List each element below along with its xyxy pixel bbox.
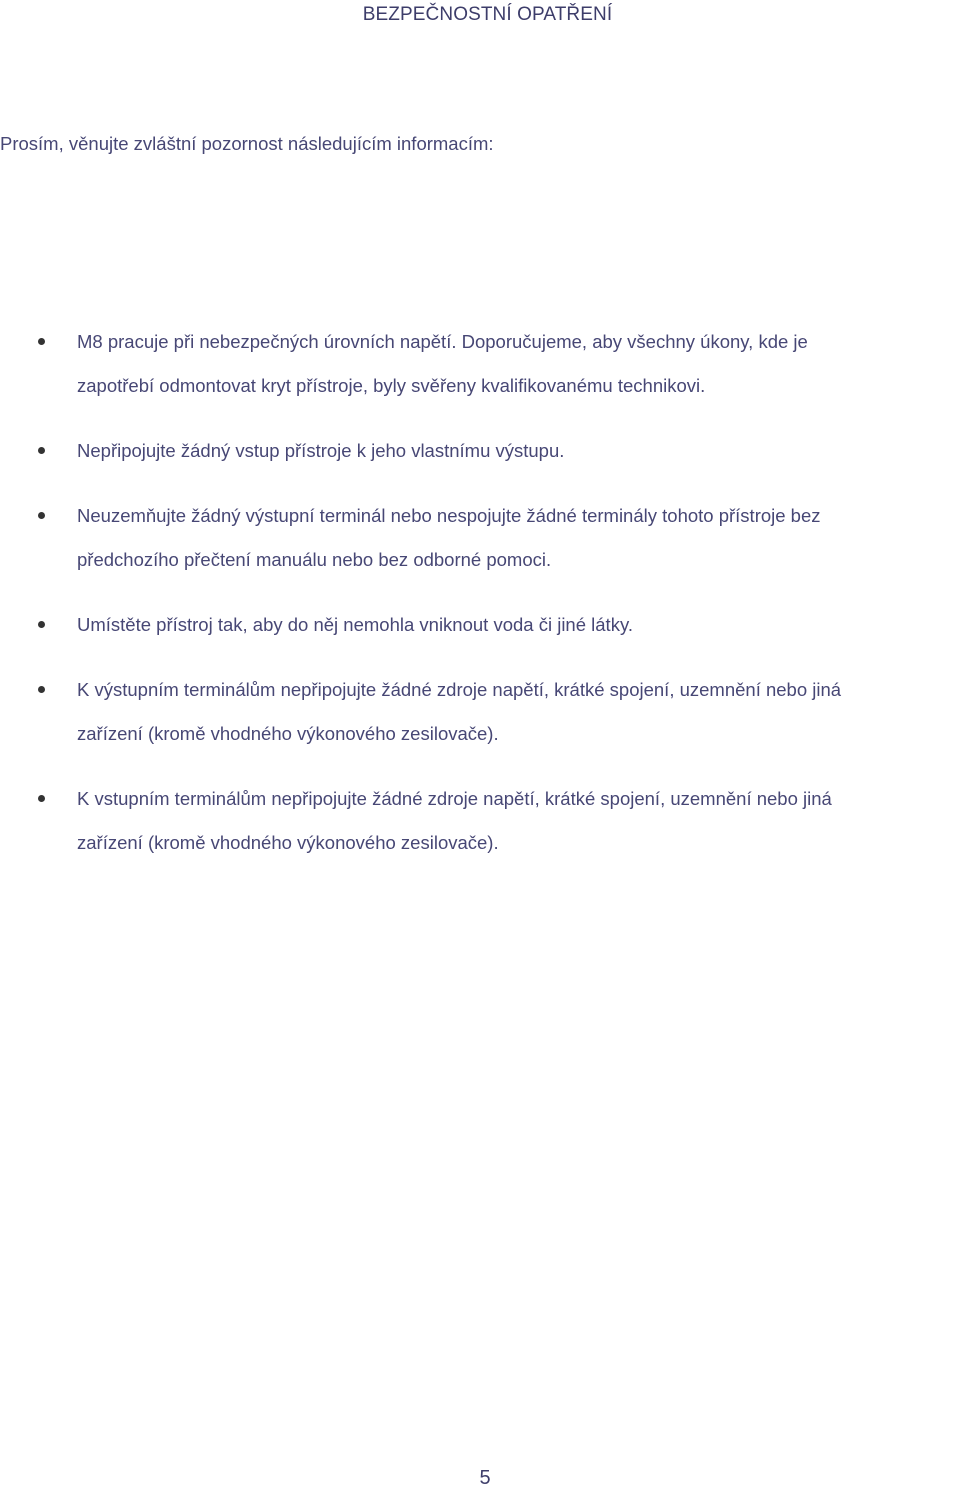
bullet-icon xyxy=(38,686,45,693)
bullet-icon xyxy=(38,621,45,628)
list-item xyxy=(0,494,960,582)
list-item xyxy=(0,777,960,865)
bullet-icon xyxy=(38,512,45,519)
list-item-line: Nepřipojujte žádný vstup přístroje k jeho vlastnímu výstupu. xyxy=(77,440,565,461)
list-item-line: zařízení (kromě vhodného výkonového zesilovače). xyxy=(77,832,499,853)
list-item-line: zapotřebí odmontovat kryt přístroje, byly svěřeny kvalifikovanému technikovi. xyxy=(77,375,706,396)
bullet-icon xyxy=(38,795,45,802)
intro-text: Prosím, věnujte zvláštní pozornost následujícím informacím: xyxy=(0,133,494,154)
list-item-line: předchozího přečtení manuálu nebo bez odborné pomoci. xyxy=(77,549,552,570)
list-item-line: Umístěte přístroj tak, aby do něj nemohla vniknout voda či jiné látky. xyxy=(77,614,633,635)
list-item-line: M8 pracuje při nebezpečných úrovních napětí. Doporučujeme, aby všechny úkony, kde je xyxy=(77,331,808,352)
page-number: 5 xyxy=(479,1467,491,1489)
list-item-line: zařízení (kromě vhodného výkonového zesilovače). xyxy=(77,723,499,744)
bullet-icon xyxy=(38,447,45,454)
page-title: BEZPEČNOSTNÍ OPATŘENÍ xyxy=(362,4,613,25)
list-item-line: K výstupním terminálům nepřipojujte žádné zdroje napětí, krátké spojení, uzemnění nebo jiná xyxy=(77,679,842,700)
list-item xyxy=(0,320,960,408)
list-item xyxy=(0,603,960,647)
safety-list xyxy=(0,320,960,886)
list-item-line: K vstupním terminálům nepřipojujte žádné zdroje napětí, krátké spojení, uzemnění nebo jiná xyxy=(77,788,832,809)
list-item xyxy=(0,429,960,473)
list-item xyxy=(0,668,960,756)
bullet-icon xyxy=(38,338,45,345)
list-item-line: Neuzemňujte žádný výstupní terminál nebo nespojujte žádné terminály tohoto přístroje bez xyxy=(77,505,821,526)
